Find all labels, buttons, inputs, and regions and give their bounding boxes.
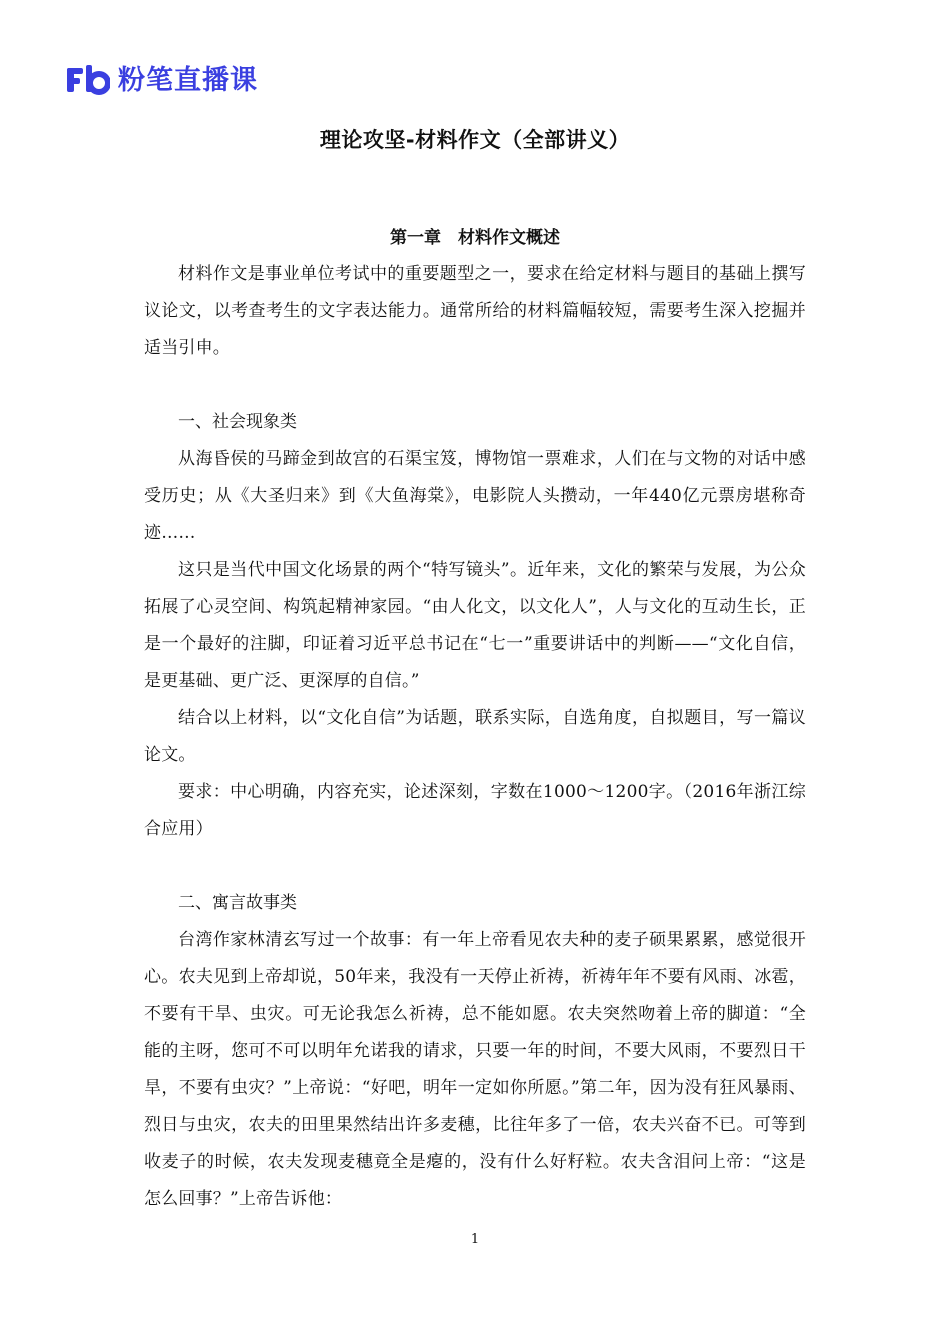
- brand-logo-text: 粉笔直播课: [118, 64, 258, 96]
- chapter-title: 第一章 材料作文概述: [390, 228, 560, 248]
- brand-logo: [66, 60, 258, 100]
- page-number: 1: [470, 1232, 480, 1247]
- section1-paragraph-2: 这只是当代中国文化场景的两个“特写镜头”。近年来，文化的繁荣与发展，为公众拓展了心灵空间、构筑起精神家园。“由人化文，以文化人”，人与文化的互动生长，正是一个最好的注脚，印证着习近平总书记在“七一”重要讲话中的判断——“文化自信，是更基础、更广泛、更深厚的自信。”: [144, 560, 806, 691]
- spacer: [144, 848, 806, 885]
- section-heading-fable: 二、寓言故事类: [178, 893, 297, 913]
- section-heading-social: 一、社会现象类: [178, 412, 297, 432]
- section2-paragraph-1: 台湾作家林清玄写过一个故事：有一年上帝看见农夫种的麦子硕果累累，感觉很开心。农夫见到上帝却说，50年来，我没有一天停止祈祷，祈祷年年不要有风雨、冰雹，不要有干旱、虫灾。可无论我怎么祈祷，总不能如愿。农夫突然吻着上帝的脚道：“全能的主呀，您可不可以明年允诺我的请求，只要一年的时间，不要大风雨，不要烈日干旱，不要有虫灾？”上帝说：“好吧，明年一定如你所愿。”第二年，因为没有狂风暴雨、烈日与虫灾，农夫的田里果然结出许多麦穗，比往年多了一倍，农夫兴奋不已。可等到收麦子的时候，农夫发现麦穗竟全是瘪的，没有什么好籽粒。农夫含泪问上帝：“这是怎么回事？”上帝告诉他：: [144, 930, 806, 1209]
- spacer: [144, 367, 806, 404]
- fb-logo-icon: [66, 65, 110, 95]
- section1-paragraph-1: 从海昏侯的马蹄金到故宫的石渠宝笈，博物馆一票难求，人们在与文物的对话中感受历史；从《大圣归来》到《大鱼海棠》，电影院人头攒动，一年440亿元票房堪称奇迹……: [144, 449, 806, 543]
- document-title: 理论攻坚-材料作文（全部讲义）: [319, 128, 631, 152]
- section1-paragraph-4: 要求：中心明确，内容充实，论述深刻，字数在1000～1200字。（2016年浙江综合应用）: [144, 782, 806, 839]
- section1-paragraph-3: 结合以上材料，以“文化自信”为话题，联系实际，自选角度，自拟题目，写一篇议论文。: [144, 708, 806, 765]
- intro-paragraph: 材料作文是事业单位考试中的重要题型之一，要求在给定材料与题目的基础上撰写议论文，以考查考生的文字表达能力。通常所给的材料篇幅较短，需要考生深入挖掘并适当引申。: [144, 264, 806, 358]
- document-body: [144, 256, 806, 1218]
